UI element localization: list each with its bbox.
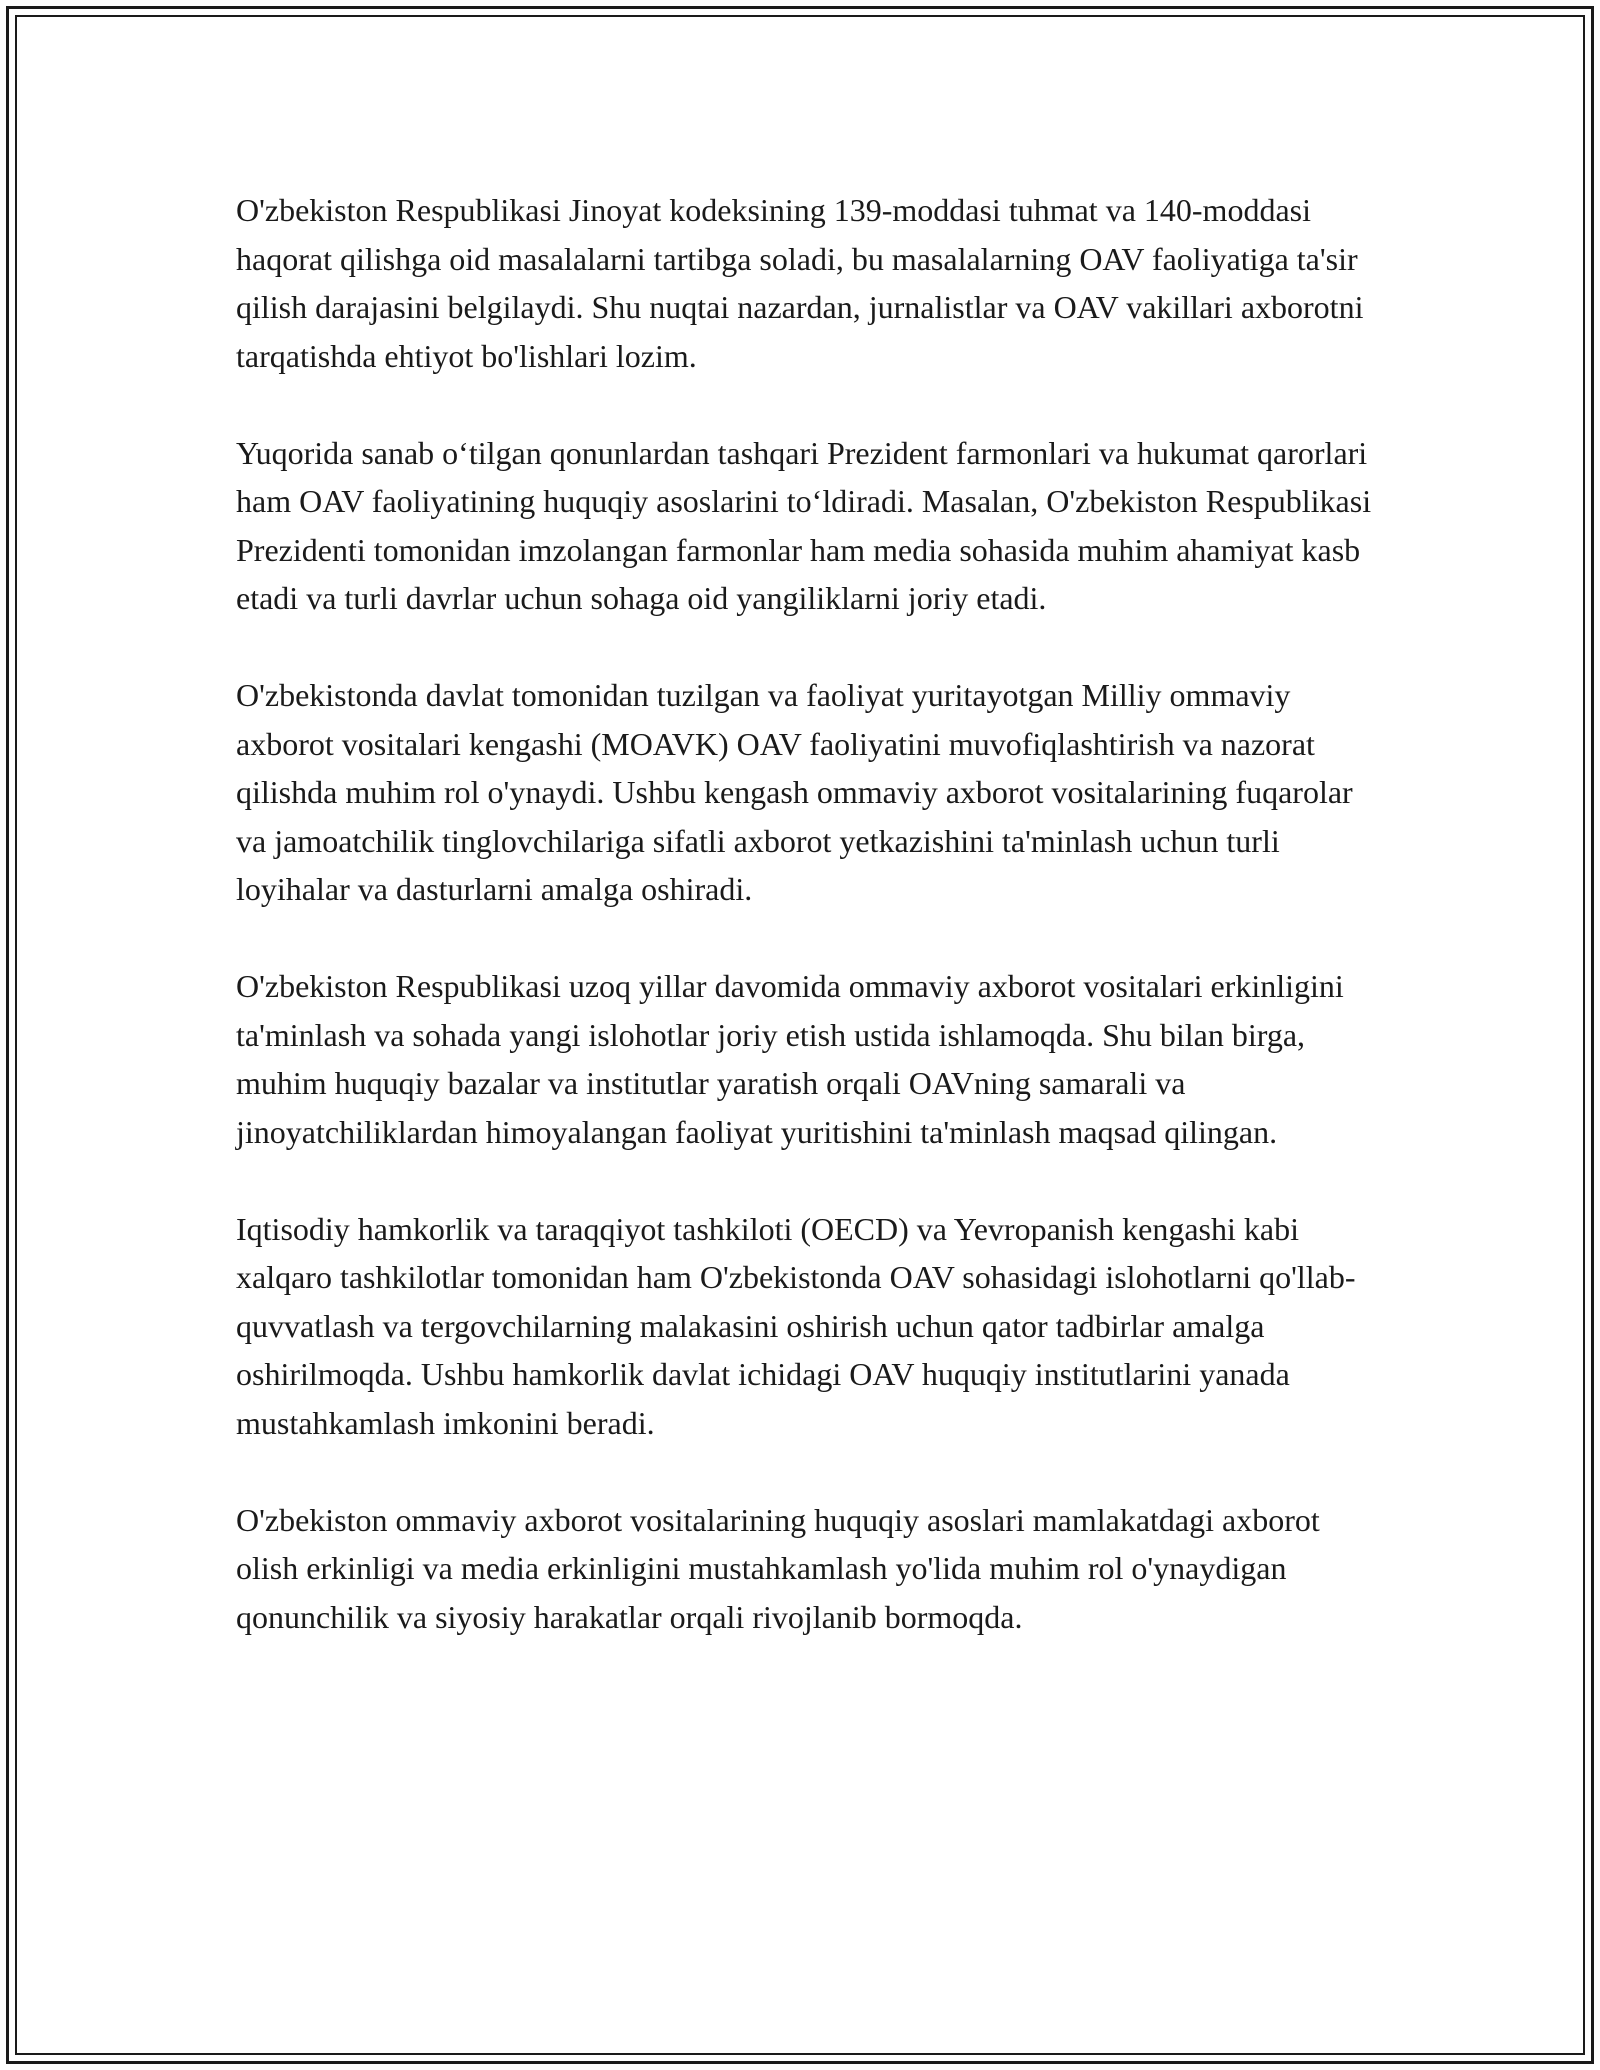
document-body <box>236 186 1378 1690</box>
paragraph-3: O'zbekistonda davlat tomonidan tuzilgan va faoliyat yuritayotgan Milliy ommaviy axborot vositalari kengashi (MOAVK) OAV faoliyatini muvofiqlashtirish va nazorat qilishda muhim rol o'ynaydi. Ushbu kengash ommaviy axborot vositalarining fuqarolar va jamoatchilik tinglovchilariga sifatli axborot yetkazishini ta'minlash uchun turli loyihalar va dasturlarni amalga oshiradi. <box>236 677 1353 907</box>
paragraph-6: O'zbekiston ommaviy axborot vositalarining huquqiy asoslari mamlakatdagi axborot olish erkinligi va media erkinligini mustahkamlash yo'lida muhim rol o'ynaydigan qonunchilik va siyosiy harakatlar orqali rivojlanib bormoqda. <box>236 1501 1320 1635</box>
paragraph-1: O'zbekiston Respublikasi Jinoyat kodeksining 139-moddasi tuhmat va 140-moddasi haqorat qilishga oid masalalarni tartibga soladi, bu masalalarning OAV faoliyatiga ta'sir qilish darajasini belgilaydi. Shu nuqtai nazardan, jurnalistlar va OAV vakillari axborotni tarqatishda ehtiyot bo'lishlari lozim. <box>236 192 1364 374</box>
paragraph-2: Yuqorida sanab o‘tilgan qonunlardan tashqari Prezident farmonlari va hukumat qarorlari ham OAV faoliyatining huquqiy asoslarini to‘ldiradi. Masalan, O'zbekiston Respublikasi Prezidenti tomonidan imzolangan farmonlar ham media sohasida muhim ahamiyat kasb etadi va turli davrlar uchun sohaga oid yangiliklarni joriy etadi. <box>236 434 1372 616</box>
paragraph-5: Iqtisodiy hamkorlik va taraqqiyot tashkiloti (OECD) va Yevropanish kengashi kabi xalqaro tashkilotlar tomonidan ham O'zbekistonda OAV sohasidagi islohotlarni qo'llab-quvvatlash va tergovchilarning malakasini oshirish uchun qator tadbirlar amalga oshirilmoqda. Ushbu hamkorlik davlat ichidagi OAV huquqiy institutlarini yanada mustahkamlash imkonini beradi. <box>236 1210 1356 1441</box>
paragraph-4: O'zbekiston Respublikasi uzoq yillar davomida ommaviy axborot vositalari erkinligini ta'minlash va sohada yangi islohotlar joriy etish ustida ishlamoqda. Shu bilan birga, muhim huquqiy bazalar va institutlar yaratish orqali OAVning samarali va jinoyatchiliklardan himoyalangan faoliyat yuritishini ta'minlash maqsad qilingan. <box>236 968 1344 1150</box>
